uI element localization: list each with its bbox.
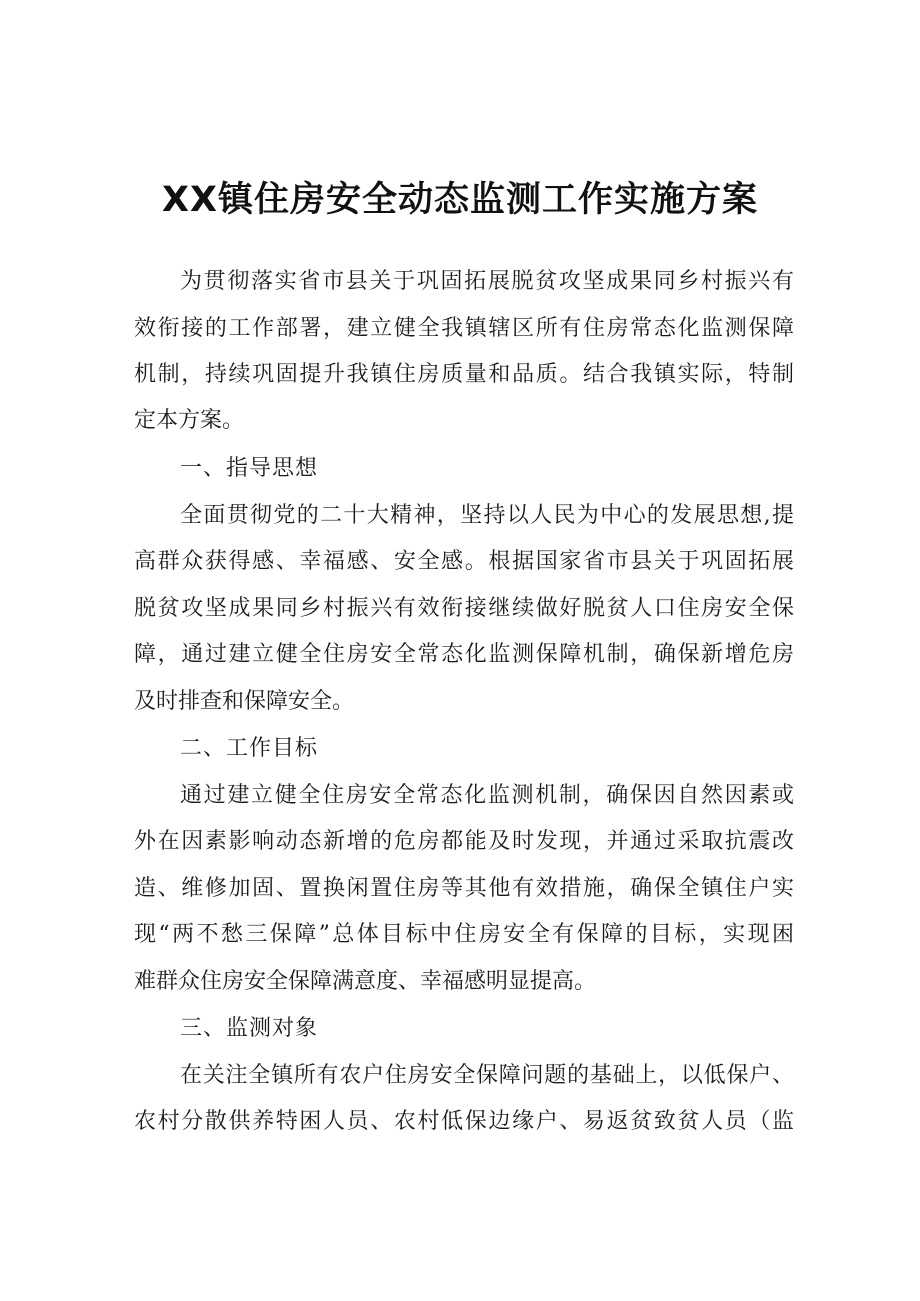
paragraph-line: 外在因素影响动态新增的危房都能及时发现，并通过采取抗震改 xyxy=(134,829,794,854)
paragraph-line: 难群众住房安全保障满意度、幸福感明显提高。 xyxy=(134,969,597,994)
document-title: XX镇住房安全动态监测工作实施方案 xyxy=(162,180,758,220)
intro-line: 定本方案。 xyxy=(134,408,245,433)
section-heading-monitoring-targets: 三、监测对象 xyxy=(180,1016,319,1041)
section-heading-guiding-ideology: 一、指导思想 xyxy=(180,456,319,481)
intro-line: 机制，持续巩固提升我镇住房质量和品质。结合我镇实际，特制 xyxy=(134,362,794,387)
paragraph-line: 高群众获得感、幸福感、安全感。根据国家省市县关于巩固拓展 xyxy=(134,549,794,574)
section-heading-work-goals: 二、工作目标 xyxy=(180,736,319,761)
paragraph-line: 现“两不愁三保障”总体目标中住房安全有保障的目标，实现困 xyxy=(134,922,794,947)
paragraph-line: 障，通过建立健全住房安全常态化监测保障机制，确保新增危房 xyxy=(134,642,794,667)
paragraph-line: 全面贯彻党的二十大精神，坚持以人民为中心的发展思想,提 xyxy=(180,503,794,528)
paragraph-line: 造、维修加固、置换闲置住房等其他有效措施，确保全镇住户实 xyxy=(134,876,794,901)
paragraph-line: 在关注全镇所有农户住房安全保障问题的基础上，以低保户、 xyxy=(180,1063,794,1088)
intro-line: 为贯彻落实省市县关于巩固拓展脱贫攻坚成果同乡村振兴有 xyxy=(180,269,794,294)
paragraph-line: 通过建立健全住房安全常态化监测机制，确保因自然因素或 xyxy=(180,783,794,808)
paragraph-line: 及时排查和保障安全。 xyxy=(134,689,355,714)
intro-line: 效衔接的工作部署，建立健全我镇辖区所有住房常态化监测保障 xyxy=(134,316,794,341)
paragraph-line: 脱贫攻坚成果同乡村振兴有效衔接继续做好脱贫人口住房安全保 xyxy=(134,596,794,621)
paragraph-line: 农村分散供养特困人员、农村低保边缘户、易返贫致贫人员（监 xyxy=(134,1109,794,1134)
